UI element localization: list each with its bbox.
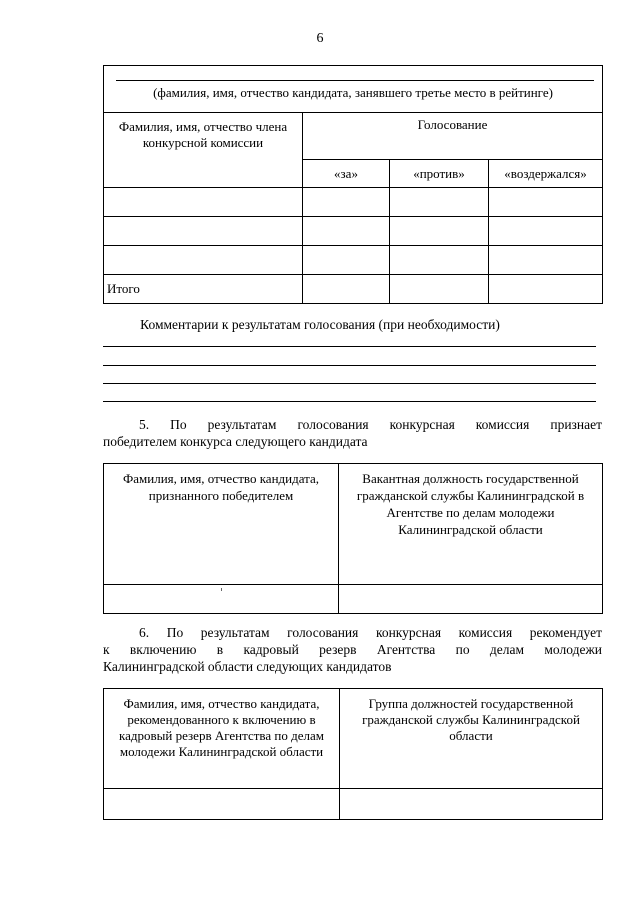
candidate-name-cell — [104, 66, 603, 113]
vacant-position-header: Вакантная должность государственной гражданской службы Калининградской в Агентстве по делам молодежи Калининградской области — [339, 464, 603, 585]
section-6-line: Калининградской области следующих кандидатов — [103, 659, 392, 674]
candidate-caption: (фамилия, имя, отчество кандидата, занявшего третье место в рейтинге) — [153, 85, 553, 100]
candidate-name-line — [116, 80, 594, 81]
total-label: Итого — [104, 275, 303, 304]
section-6-line: 6. По результатам голосования конкурсная комиссия рекомендует — [139, 625, 602, 640]
comments-label: Комментарии к результатам голосования (при необходимости) — [140, 317, 500, 332]
table-row — [104, 217, 603, 246]
table-row — [104, 789, 603, 820]
winner-name-header: Фамилия, имя, отчество кандидата, признанного победителем — [104, 464, 339, 585]
member-header: Фамилия, имя, отчество члена конкурсной комиссии — [104, 113, 303, 188]
table-row — [104, 585, 603, 614]
reserve-table — [103, 688, 603, 820]
vote-against-header: «против» — [390, 160, 489, 188]
section-6-text — [103, 624, 602, 675]
section-5-text — [103, 416, 602, 450]
position-group-header: Группа должностей государственной гражданской службы Калининградской области — [340, 689, 603, 789]
voting-header: Голосование — [303, 113, 603, 160]
comment-line — [103, 383, 596, 384]
vote-abstain-header: «воздержался» — [489, 160, 603, 188]
page-number: 6 — [316, 31, 324, 46]
voting-table-third-place — [103, 65, 603, 304]
mark — [221, 588, 222, 591]
comment-line — [103, 401, 596, 402]
section-5-line: победителем конкурса следующего кандидата — [103, 434, 368, 449]
winner-table — [103, 463, 603, 614]
comment-line — [103, 346, 596, 347]
reserve-candidate-header: Фамилия, имя, отчество кандидата, рекомендованного к включению в кадровый резерв Агентства по делам молодежи Калининградской области — [104, 689, 340, 789]
table-row — [104, 246, 603, 275]
comment-line — [103, 365, 596, 366]
vote-for-header: «за» — [303, 160, 390, 188]
section-6-line: к включению в кадровый резерв Агентства по делам молодежи — [103, 642, 602, 657]
table-row — [104, 188, 603, 217]
section-5-line: 5. По результатам голосования конкурсная комиссия признает — [139, 417, 602, 432]
total-row — [104, 275, 603, 304]
